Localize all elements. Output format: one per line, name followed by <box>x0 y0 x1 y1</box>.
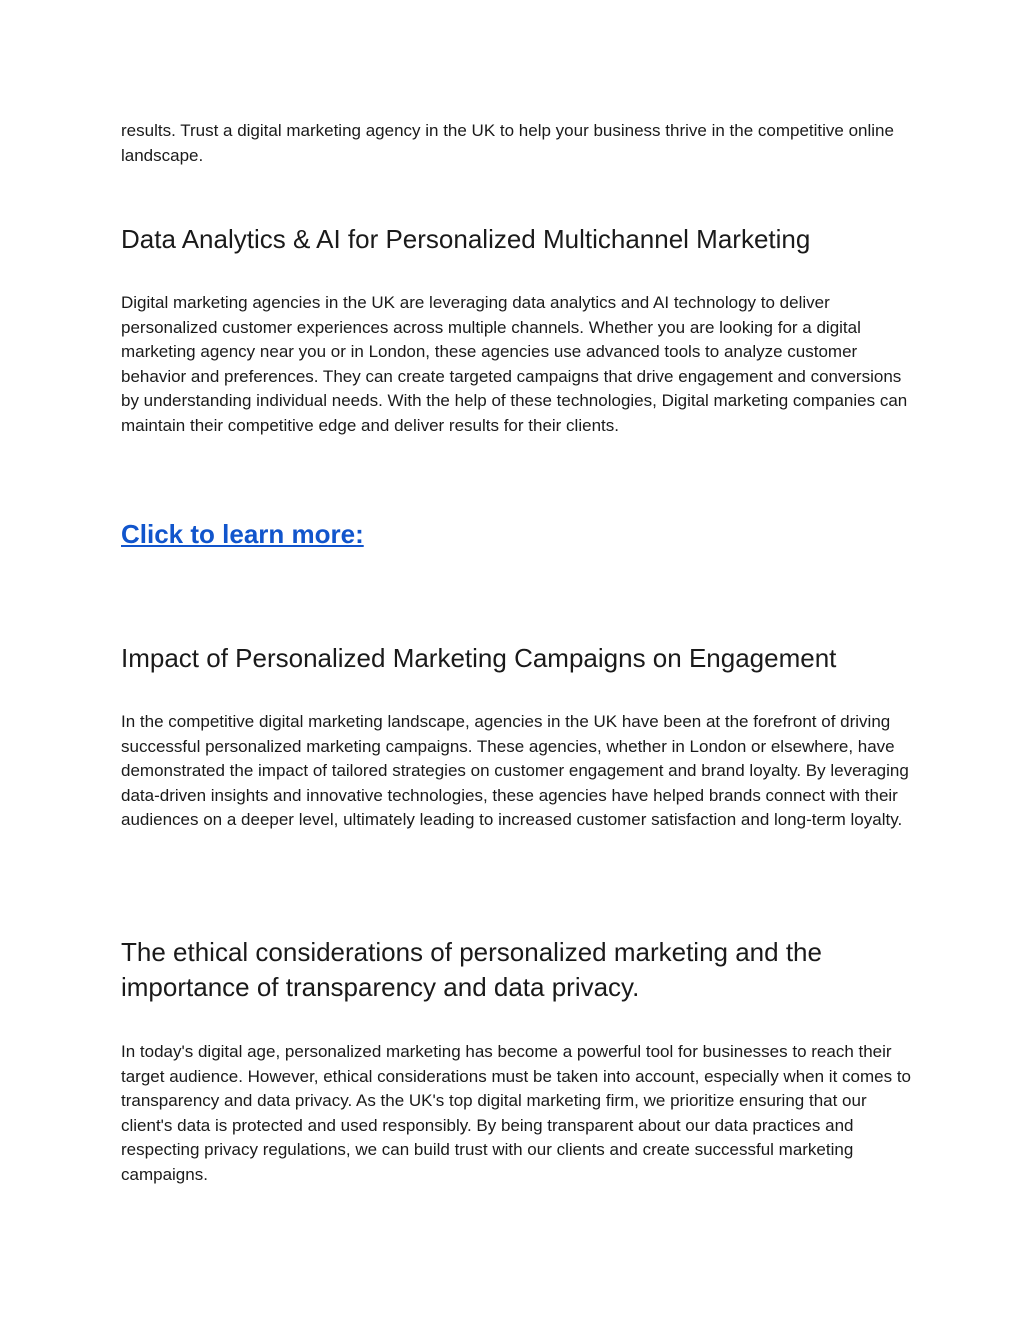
section-body-data-analytics: Digital marketing agencies in the UK are leveraging data analytics and AI technology to deliver personalized customer experiences across multiple channels. Whether you are looking for a digital marketing agency near you or in London, these agencies use advanced tools to analyze customer behavior and preferences. They can create targeted campaigns that drive engagement and conversions by understanding individual needs. With the help of these technologies, Digital marketing companies can maintain their competitive edge and deliver results for their clients. <box>121 293 908 435</box>
section-heading-impact: Impact of Personalized Marketing Campaigns on Engagement <box>121 643 837 673</box>
cta-container <box>121 517 911 551</box>
section-body-impact: In the competitive digital marketing landscape, agencies in the UK have been at the forefront of driving successful personalized marketing campaigns. These agencies, whether in London or elsewhere, have demonstrated the impact of tailored strategies on customer engagement and brand loyalty. By leveraging data-driven insights and innovative technologies, these agencies have helped brands connect with their audiences on a deeper level, ultimately leading to increased customer satisfaction and long-term loyalty. <box>121 712 909 829</box>
section-heading-data-analytics: Data Analytics & AI for Personalized Multichannel Marketing <box>121 224 811 254</box>
section-body-ethics: In today's digital age, personalized marketing has become a powerful tool for businesses to reach their target audience. However, ethical considerations must be taken into account, especially when it comes to transparency and data privacy. As the UK's top digital marketing firm, we prioritize ensuring that our client's data is protected and used responsibly. By being transparent about our data practices and respecting privacy regulations, we can build trust with our clients and create successful marketing campaigns. <box>121 1042 911 1184</box>
intro-paragraph: results. Trust a digital marketing agency in the UK to help your business thrive in the competitive online landscape. <box>121 121 894 165</box>
section-heading-ethics: The ethical considerations of personalized marketing and the importance of transparency and data privacy. <box>121 937 822 1002</box>
learn-more-link[interactable]: Click to learn more: <box>121 519 364 549</box>
